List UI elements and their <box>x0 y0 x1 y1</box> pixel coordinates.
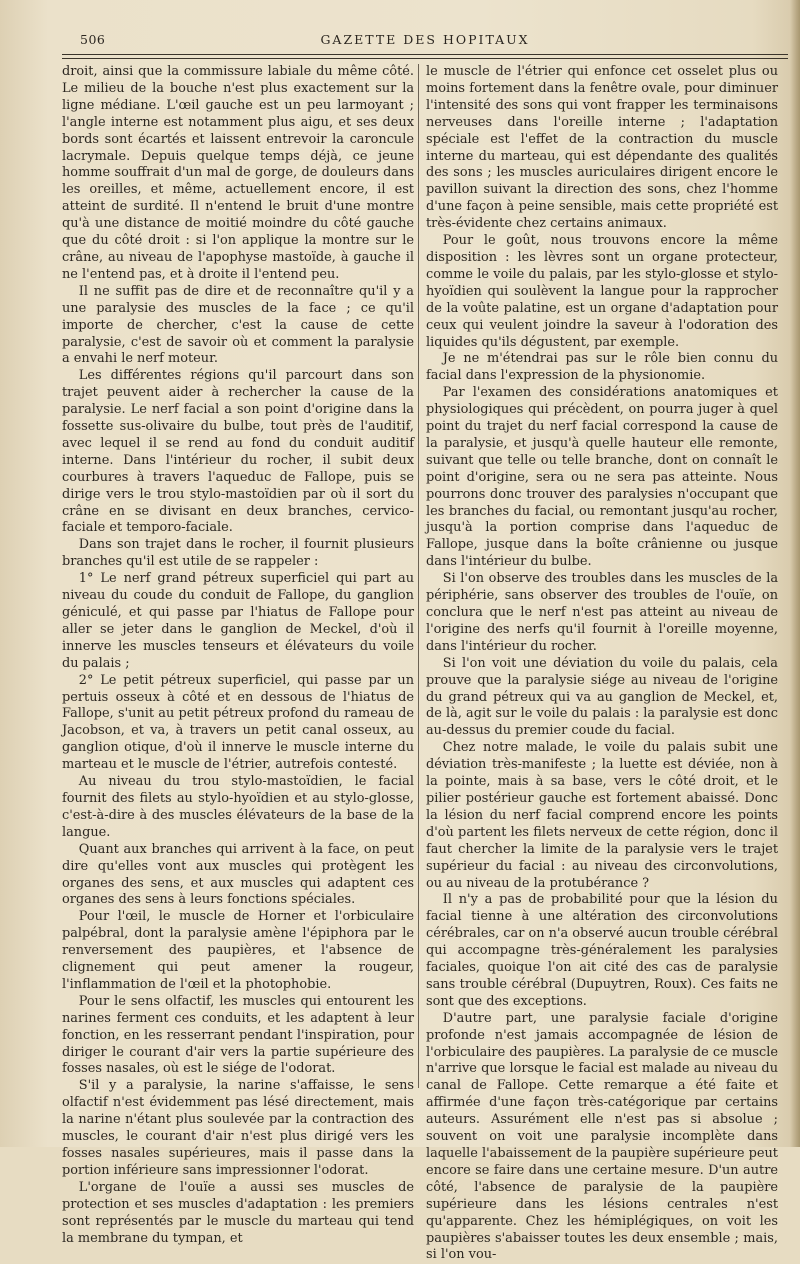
paragraph: S'il y a paralysie, la narine s'affaisse, le sens olfactif n'est évidemment pas lésé directement, mais la narine n'étant plus soulevée par la contraction des muscles, le courant d'air n'est plus dirigé vers les fosses nasales supérieures, mais il passe dans la portion inférieure sans impressionner l'odorat. <box>62 1078 414 1178</box>
column-divider <box>418 64 419 1088</box>
article-columns <box>62 64 788 1263</box>
paragraph: L'organe de l'ouïe a aussi ses muscles de protection et ses muscles d'adaptation : les premiers sont représentés par le muscle du marteau qui tend la membrane du tympan, et <box>62 1179 414 1246</box>
paragraph: 1° Le nerf grand pétreux superficiel qui part au niveau du coude du conduit de Fallope, du ganglion géniculé, et qui passe par l'hiatus de Fallope pour aller se jeter dans le ganglion de Meckel, d'où il innerve les muscles tenseurs et élévateurs du voile du palais ; <box>62 571 414 671</box>
paragraph: Pour le sens olfactif, les muscles qui entourent les narines ferment ces conduits, et les adaptent à leur fonction, en les resserrant pendant l'inspiration, pour diriger le courant d'air vers la partie supérieure des fosses nasales, où est le siége de l'odorat. <box>62 993 414 1077</box>
header-rule-bottom <box>62 58 788 59</box>
paragraph: Si l'on observe des troubles dans les muscles de la périphérie, sans observer des troubles de l'ouïe, on conclura que le nerf n'est pas atteint au niveau de l'origine des nerfs qu'il fournit à l'oreille moyenne, dans l'intérieur du rocher. <box>426 571 778 654</box>
paragraph: Il n'y a pas de probabilité pour que la lésion du facial tienne à une altération des circonvolutions cérébrales, car on n'a observé aucun trouble cérébral qui accompagne très-généralement les paralysies faciales, quoique l'on ait cité des cas de paralysie sans trouble cérébral (Dupuytren, Roux). Ces faits ne sont que des exceptions. <box>426 892 778 1009</box>
left-column <box>62 64 414 1247</box>
paragraph: 2° Le petit pétreux superficiel, qui passe par un pertuis osseux à côté et en dessous de l'hiatus de Fallope, s'unit au petit pétreux profond du rameau de Jacobson, et va, à travers un petit canal osseux, au ganglion otique, d'où il innerve le muscle interne du marteau et le muscle de l'étrier, autrefois contesté. <box>62 672 414 773</box>
page-header <box>62 30 788 52</box>
paragraph: D'autre part, une paralysie faciale d'origine profonde n'est jamais accompagnée de lésion de l'orbiculaire des paupières. La paralysie de ce muscle n'arrive que lorsque le facial est malade au niveau du canal de Fallope. Cette remarque a été faite et affirmée d'une façon très-catégorique par certains auteurs. Assurément elle n'est pas si absolue ; souvent on voit une paralysie incomplète dans laquelle l'abaissement de la paupière supérieure peut encore se faire dans une certaine mesure. D'un autre côté, l'absence de paralysie de la paupière supérieure dans les lésions centrales n'est qu'apparente. Chez les hémiplégiques, on voit les paupières s'abaisser toutes les deux ensemble ; mais, si l'on vou- <box>426 1010 778 1263</box>
paragraph: Dans son trajet dans le rocher, il fournit plusieurs branches qu'il est utile de se rappeler : <box>62 537 414 570</box>
paragraph: Au niveau du trou stylo-mastoïdien, le facial fournit des filets au stylo-hyoïdien et au stylo-glosse, c'est-à-dire à des muscles élévateurs de la base de la langue. <box>62 774 414 840</box>
header-rule-top <box>62 54 788 55</box>
page-number: 506 <box>80 32 106 47</box>
paragraph: Par l'examen des considérations anatomiques et physiologiques qui précèdent, on pourra juger à quel point du trajet du nerf facial correspond la cause de la paralysie, et jusqu'à quelle hauteur elle remonte, suivant que telle ou telle branche, dont on connaît le point d'origine, sera ou ne sera pas atteinte. Nous pourrons donc trouver des paralysies n'occupant que les branches du facial, ou remontant jusqu'au rocher, jusqu'à la portion comprise dans l'aqueduc de Fallope, jusque dans la boîte crânienne ou jusque dans l'intérieur du bulbe. <box>426 385 778 570</box>
paragraph: Si l'on voit une déviation du voile du palais, cela prouve que la paralysie siége au niveau de l'origine du grand pétreux qui va au ganglion de Meckel, et, de là, agit sur le voile du palais : la paralysie est donc au-dessus du premier coude du facial. <box>426 655 778 739</box>
paragraph: Quant aux branches qui arrivent à la face, on peut dire qu'elles vont aux muscles qui protègent les organes des sens, et aux muscles qui adaptent ces organes des sens à leurs fonctions spéciales. <box>62 841 414 908</box>
paragraph: Chez notre malade, le voile du palais subit une déviation très-manifeste ; la luette est déviée, non à la pointe, mais à sa base, vers le côté droit, et le pilier postérieur gauche est fortement abaissé. Donc la lésion du nerf facial comprend encore les points d'où partent les filets nerveux de cette région, donc il faut chercher la limite de la paralysie vers le trajet supérieur du facial : au niveau des circonvolutions, ou au niveau de la protubérance ? <box>426 740 778 891</box>
paragraph: Pour le goût, nous trouvons encore la même disposition : les lèvres sont un organe protecteur, comme le voile du palais, par les stylo-glosse et stylo-hyoïdien qui soulèvent la langue pour la rapprocher de la voûte palatine, est un organe d'adaptation pour ceux qui veulent joindre la saveur à l'odoration des liquides qu'ils dégustent, par exemple. <box>426 233 778 350</box>
paragraph: Les différentes régions qu'il parcourt dans son trajet peuvent aider à rechercher la cause de la paralysie. Le nerf facial a son point d'origine dans la fossette sus-olivaire du bulbe, tout près de l'auditif, avec lequel il se rend au fond du conduit auditif interne. Dans l'intérieur du rocher, il subit deux courbures à travers l'aqueduc de Fallope, puis se dirige vers le trou stylo-mastoïdien par où il sort du crâne en se divisant en deux branches, cervico-faciale et temporo-faciale. <box>62 368 414 536</box>
paragraph: Pour l'œil, le muscle de Horner et l'orbiculaire palpébral, dont la paralysie amène l'épiphora par le renversement des paupières, et l'absence de clignement qui peut amener la rougeur, l'inflammation de l'œil et la photophobie. <box>62 909 414 992</box>
running-title: GAZETTE DES HOPITAUX <box>320 32 530 47</box>
paragraph: le muscle de l'étrier qui enfonce cet osselet plus ou moins fortement dans la fenêtre ovale, pour diminuer l'intensité des sons qui vont frapper les terminaisons nerveuses dans l'oreille interne ; l'adaptation spéciale est l'effet de la contraction du muscle interne du marteau, qui est dépendante des qualités des sons ; les muscles auriculaires dirigent encore le pavillon suivant la direction des sons, chez l'homme d'une façon à peine sensible, mais cette propriété est très-évidente chez certains animaux. <box>426 64 778 232</box>
paragraph: Il ne suffit pas de dire et de reconnaître qu'il y a une paralysie des muscles de la face ; ce qu'il importe de chercher, c'est la cause de cette paralysie, c'est de savoir où et comment la paralysie a envahi le nerf moteur. <box>62 283 414 367</box>
page-edge-shadow <box>790 0 800 1147</box>
paragraph: Je ne m'étendrai pas sur le rôle bien connu du facial dans l'expression de la physionomie. <box>426 351 778 384</box>
right-column <box>426 64 778 1264</box>
paragraph: droit, ainsi que la commissure labiale du même côté. Le milieu de la bouche n'est plus exactement sur la ligne médiane. L'œil gauche est un peu larmoyant ; l'angle interne est notamment plus aigu, et ses deux bords sont écartés et laissent entrevoir la caroncule lacrymale. Depuis quelque temps déjà, ce jeune homme souffrait d'un mal de gorge, de douleurs dans les oreilles, et même, actuellement encore, il est atteint de surdité. Il n'entend le bruit d'une montre qu'à une distance de moitié moindre du côté gauche que du côté droit : si l'on applique la montre sur le crâne, au niveau de l'apophyse mastoïde, à gauche il ne l'entend pas, et à droite il l'entend peu. <box>62 64 414 282</box>
